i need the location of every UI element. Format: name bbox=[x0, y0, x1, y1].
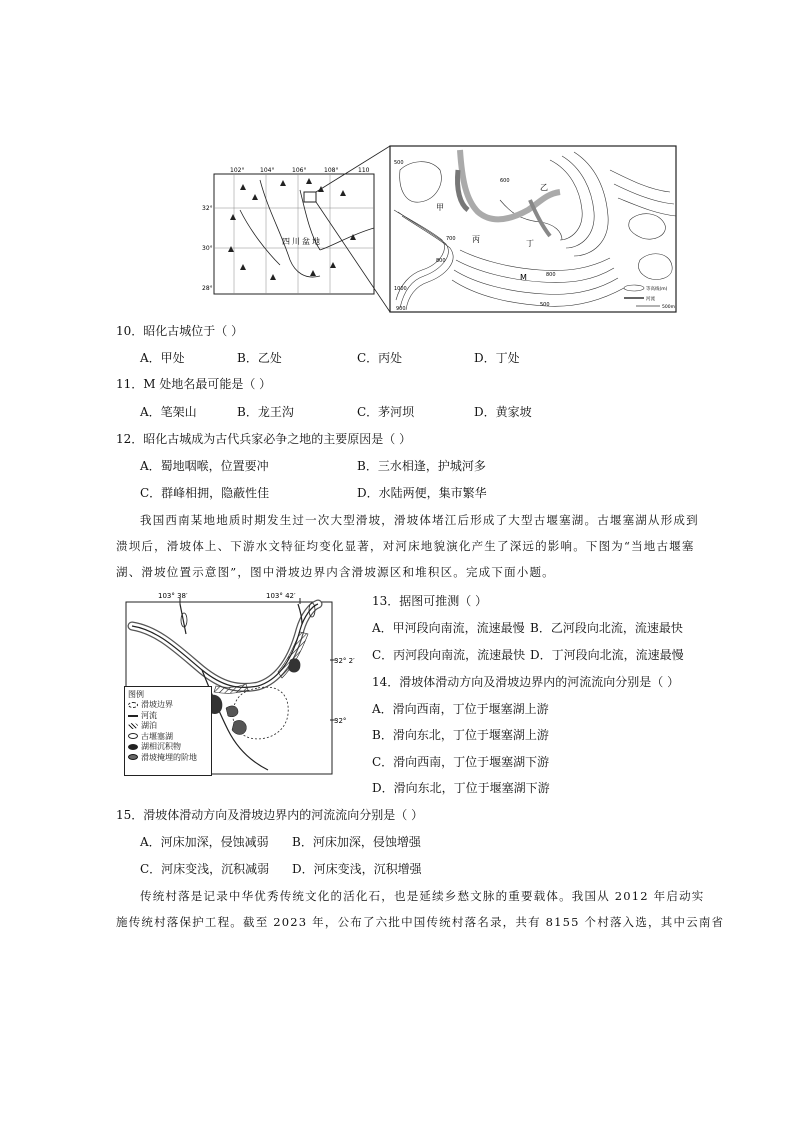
option-11b: B．龙王沟 bbox=[237, 405, 294, 419]
option-15d: D．河床变浅，沉积增强 bbox=[292, 862, 422, 876]
option-15a: A．河床加深，侵蚀减弱 bbox=[140, 835, 269, 849]
lat-label: 28° bbox=[202, 285, 213, 292]
option-14a: A．滑向西南，丁位于堰塞湖上游 bbox=[372, 702, 549, 716]
option-11d: D．黄家坡 bbox=[474, 405, 532, 419]
legend-river: 河流 bbox=[646, 297, 655, 302]
question-14: 14．滑坡体滑动方向及滑坡边界内的河流流向分别是（ ） bbox=[372, 675, 680, 689]
option-15b: B．河床加深，侵蚀增强 bbox=[292, 835, 421, 849]
option-14c: C．滑向西南，丁位于堰塞湖下游 bbox=[372, 755, 550, 769]
option-13b: B．乙河段向北流，流速最快 bbox=[530, 621, 683, 635]
passage-1-line-2: 溃坝后，滑坡体上、下游水文特征均变化显著，对河床地貌演化产生了深远的影响。下图为“当地古堰塞 bbox=[116, 539, 695, 553]
contour-value: 800 bbox=[546, 272, 556, 278]
detail-map-frame bbox=[390, 146, 676, 312]
contour-value: 500 bbox=[394, 160, 404, 166]
lat-label: 30° bbox=[202, 245, 213, 252]
option-13d: D．丁河段向北流，流速最慢 bbox=[530, 648, 684, 662]
figure-1 bbox=[202, 140, 680, 318]
scale-label: 500m bbox=[662, 305, 675, 310]
question-15: 15．滑坡体滑动方向及滑坡边界内的河流流向分别是（ ） bbox=[116, 808, 424, 822]
legend-boundary: 滑坡边界 bbox=[141, 700, 173, 710]
buried-terrace bbox=[232, 720, 246, 734]
option-11a: A．笔架山 bbox=[140, 405, 197, 419]
lon-label: 104° bbox=[260, 167, 275, 174]
question-13: 13．据图可推测（ ） bbox=[372, 594, 488, 608]
contour-value: 500 bbox=[540, 302, 550, 308]
option-10b: B．乙处 bbox=[237, 351, 282, 365]
option-11c: C．茅河坝 bbox=[357, 405, 415, 419]
passage-2-line-2: 施传统村落保护工程。截至 2023 年，公布了六批中国传统村落名录，共有 8155 个村落入选，其中云南省 bbox=[116, 915, 725, 929]
option-10d: D．丁处 bbox=[474, 351, 520, 365]
lacustrine-swatch bbox=[128, 744, 138, 750]
contour-value: 1000 bbox=[394, 286, 407, 292]
lon-label: 108° bbox=[324, 167, 339, 174]
lat-label: 32° 2′ bbox=[334, 657, 355, 665]
landslide-boundary-swatch bbox=[128, 702, 138, 708]
figure-1-svg bbox=[202, 140, 680, 318]
lon-label: 110 bbox=[358, 167, 370, 174]
lon-label: 103° 42′ bbox=[266, 592, 296, 600]
option-10a: A．甲处 bbox=[140, 351, 185, 365]
lat-label: 32° bbox=[202, 205, 213, 212]
option-14d: D．滑向东北，丁位于堰塞湖下游 bbox=[372, 781, 550, 795]
contour-value: 900 bbox=[396, 306, 406, 312]
label-yi: 乙 bbox=[540, 183, 548, 192]
label-m: M bbox=[520, 273, 527, 282]
option-12b: B．三水相逢，护城河多 bbox=[357, 459, 486, 473]
contour-value: 800 bbox=[436, 258, 446, 264]
legend-title: 图例 bbox=[128, 689, 144, 699]
label-jia: 甲 bbox=[436, 203, 444, 212]
legend-lake: 湖泊 bbox=[141, 721, 157, 731]
legend-river: 河流 bbox=[141, 710, 157, 720]
terrace-swatch bbox=[128, 754, 138, 760]
region-char: 地 bbox=[312, 237, 320, 246]
contour-value: 600 bbox=[500, 178, 510, 184]
legend-lacustrine: 湖相沉积物 bbox=[141, 742, 181, 752]
passage-1-line-1: 我国西南某地地质时期发生过一次大型滑坡，滑坡体堵江后形成了大型古堰塞湖。古堰塞湖从形成到 bbox=[140, 513, 699, 527]
region-char: 四 bbox=[282, 237, 290, 246]
figure-2-legend bbox=[124, 686, 212, 776]
option-15c: C．河床变浅，沉积减弱 bbox=[140, 862, 270, 876]
lat-label: 32° bbox=[334, 717, 347, 725]
question-11: 11．M 处地名最可能是（ ） bbox=[116, 377, 272, 391]
question-12: 12．昭化古城成为古代兵家必争之地的主要原因是（ ） bbox=[116, 432, 412, 446]
option-13c: C．丙河段向南流，流速最快 bbox=[372, 648, 526, 662]
passage-1-line-3: 湖、滑坡位置示意图”，图中滑坡边界内含滑坡源区和堆积区。完成下面小题。 bbox=[116, 565, 555, 579]
label-ding: 丁 bbox=[526, 239, 534, 248]
option-12d: D．水陆两便，集市繁华 bbox=[357, 486, 487, 500]
lon-label: 103° 38′ bbox=[158, 592, 188, 600]
option-13a: A．甲河段向南流，流速最慢 bbox=[372, 621, 525, 635]
option-12a: A．蜀地咽喉，位置要冲 bbox=[140, 459, 269, 473]
legend-contour: 等高线(m) bbox=[646, 287, 668, 292]
region-char: 川 bbox=[292, 237, 300, 246]
lon-label: 102° bbox=[230, 167, 245, 174]
region-char: 盆 bbox=[302, 237, 310, 246]
lake-swatch bbox=[128, 723, 138, 729]
passage-2-line-1: 传统村落是记录中华优秀传统文化的活化石，也是延续乡愁文脉的重要载体。我国从 2012 年启动实 bbox=[140, 889, 705, 903]
option-10c: C．丙处 bbox=[357, 351, 403, 365]
contour-value: 700 bbox=[446, 236, 456, 242]
river-swatch bbox=[128, 715, 138, 717]
lon-label: 106° bbox=[292, 167, 307, 174]
option-12c: C．群峰相拥，隐蔽性佳 bbox=[140, 486, 270, 500]
question-10: 10．昭化古城位于（ ） bbox=[116, 324, 244, 338]
label-bing: 丙 bbox=[472, 235, 480, 244]
option-14b: B．滑向东北，丁位于堰塞湖上游 bbox=[372, 728, 549, 742]
dammed-lake-swatch bbox=[128, 733, 138, 739]
legend-terrace: 滑坡掩埋的阶地 bbox=[141, 752, 197, 762]
legend-dammed-lake: 古堰塞湖 bbox=[141, 731, 173, 741]
